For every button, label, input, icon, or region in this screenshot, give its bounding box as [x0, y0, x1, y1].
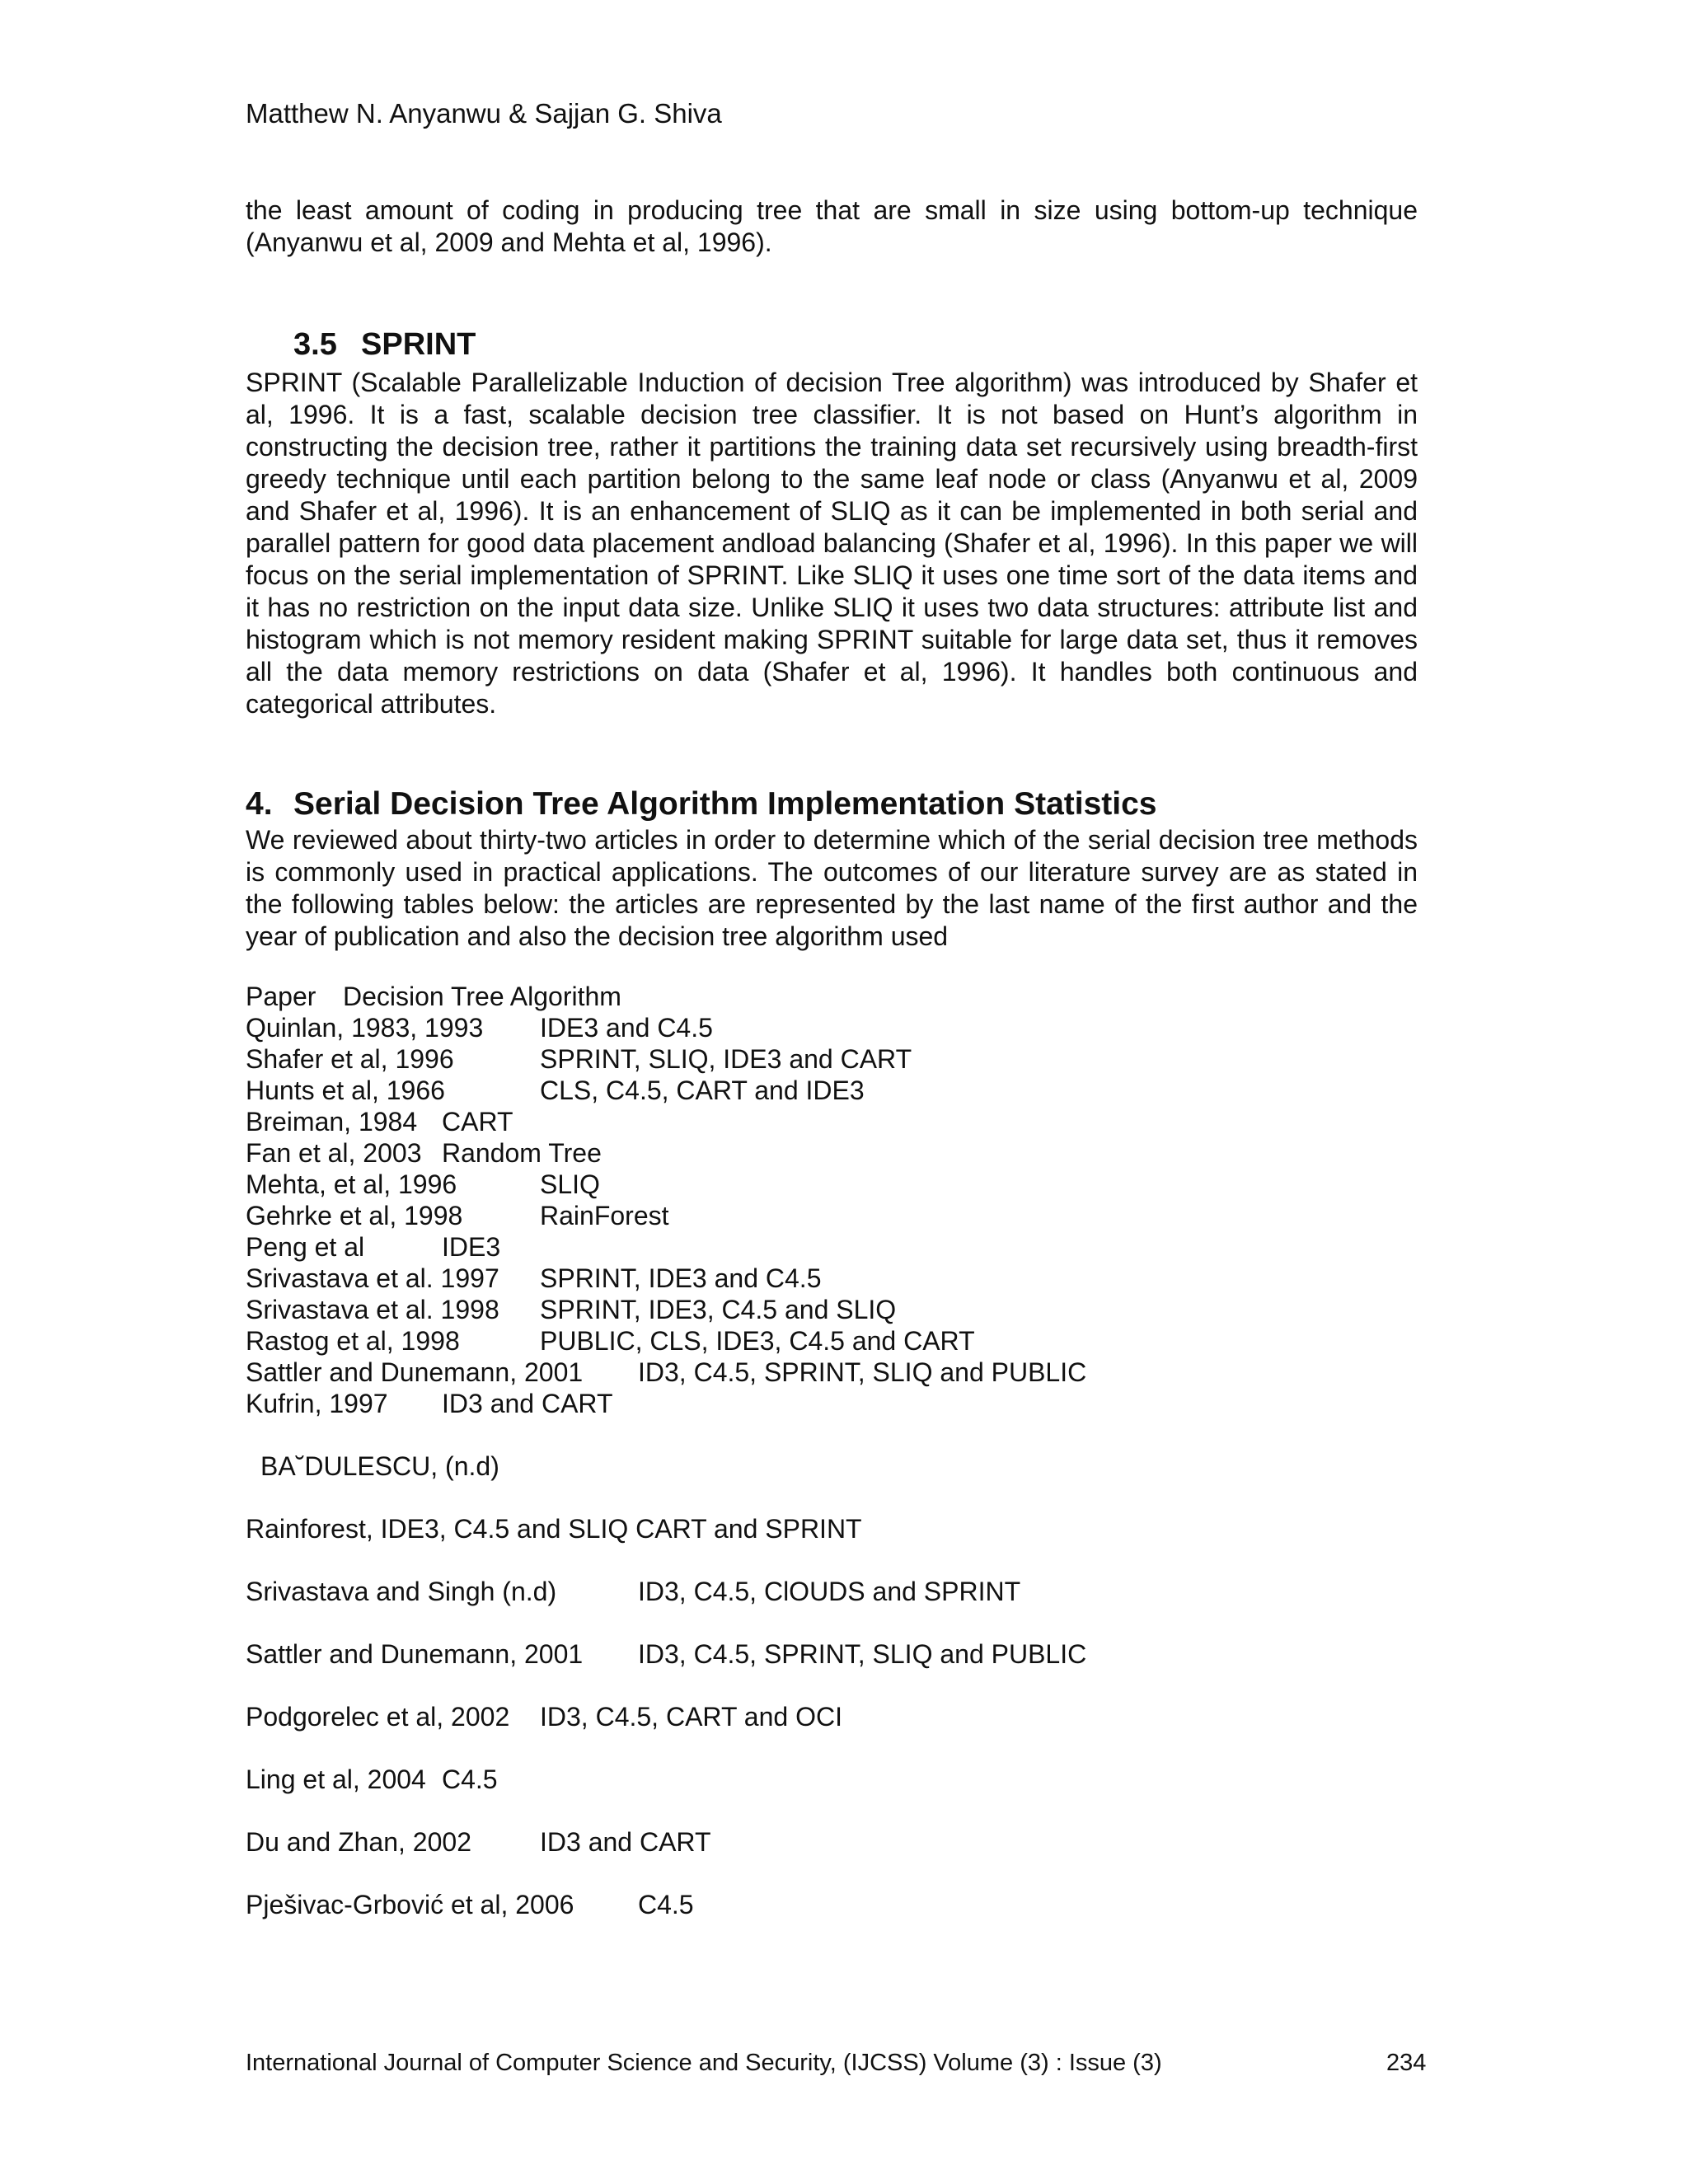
table-cell-paper: Rainforest, IDE3, C4.5 and SLIQ CART and SPRINT — [246, 1514, 862, 1544]
table-cell-paper: Kufrin, 1997 — [246, 1389, 388, 1418]
table-cell-paper: Srivastava and Singh (n.d) — [246, 1577, 557, 1606]
table-cell-algorithm: IDE3 — [442, 1232, 501, 1262]
page-number: 234 — [1386, 2050, 1427, 2076]
table-cell-paper: Du and Zhan, 2002 — [246, 1827, 471, 1857]
table-cell-algorithm: ID3 and CART — [442, 1389, 613, 1418]
section-3-5-number: 3.5 — [293, 327, 337, 362]
section-3-5-body: SPRINT (Scalable Parallelizable Induction of decision Tree algorithm) was introduced by Shafer et al, 1996. It is a fast, scalable decision tree classifier. It is not based on Hunt’s algorithm in constructing the decision tree, rather it partitions the training data set recursively using breadth-first greedy technique until each partition belong to the same leaf node or class (Anyanwu et al, 2009 and Shafer et al, 1996). It is an enhancement of SLIQ as it can be implemented in both serial and parallel pattern for good data placement andload balancing (Shafer et al, 1996). In this paper we will focus on the serial implementation of SPRINT. Like SLIQ it uses one time sort of the data items and it has no restriction on the input data size. Unlike SLIQ it uses two data structures: attribute list and histogram which is not memory resident making SPRINT suitable for large data set, thus it removes all the data memory restrictions on data (Shafer et al, 1996). It handles both continuous and categorical attributes. — [246, 368, 1418, 719]
running-head: Matthew N. Anyanwu & Sajjan G. Shiva — [246, 98, 722, 129]
section-4-number: 4. — [246, 786, 273, 822]
table-cell-paper: Srivastava et al. 1998 — [246, 1295, 499, 1324]
intro-paragraph: the least amount of coding in producing tree that are small in size using bottom-up technique (Anyanwu et al, 2009 and Mehta et al, 1996). — [246, 195, 1418, 257]
table-cell-paper: Hunts et al, 1966 — [246, 1076, 445, 1105]
table-cell-algorithm: CART — [442, 1107, 513, 1137]
table-cell-paper: Srivastava et al. 1997 — [246, 1263, 499, 1293]
section-4-body: We reviewed about thirty-two articles in order to determine which of the serial decision tree methods is commonly used in practical applications. The outcomes of our literature survey are as stated in the following tables below: the articles are represented by the last name of the first author and the year of publication and also the decision tree algorithm used — [246, 825, 1418, 951]
table-cell-paper: BA˘DULESCU, (n.d) — [260, 1451, 499, 1481]
table-cell-algorithm: C4.5 — [442, 1765, 498, 1794]
section-3-5-heading — [293, 326, 476, 363]
table-cell-paper: Sattler and Dunemann, 2001 — [246, 1639, 584, 1669]
table-cell-paper: Mehta, et al, 1996 — [246, 1169, 457, 1199]
table-cell-algorithm: Random Tree — [442, 1138, 602, 1168]
table-cell-paper: Shafer et al, 1996 — [246, 1044, 454, 1074]
table-cell-paper: Sattler and Dunemann, 2001 — [246, 1357, 584, 1387]
section-3-5-title: SPRINT — [361, 327, 476, 362]
section-4-title: Serial Decision Tree Algorithm Implementation Statistics — [293, 786, 1157, 822]
journal-footer: International Journal of Computer Science and Security, (IJCSS) Volume (3) : Issue (3) — [246, 2050, 1162, 2076]
table-cell-paper: Podgorelec et al, 2002 — [246, 1702, 510, 1732]
table-cell-paper: Quinlan, 1983, 1993 — [246, 1013, 484, 1043]
table-cell-paper: Ling et al, 2004 — [246, 1765, 426, 1794]
table-cell-paper: Gehrke et al, 1998 — [246, 1201, 463, 1230]
table-header-algorithm: Decision Tree Algorithm — [343, 982, 621, 1011]
table-cell-algorithm: PUBLIC, CLS, IDE3, C4.5 and CART — [540, 1326, 975, 1356]
table-cell-algorithm: C4.5 — [638, 1890, 694, 1919]
table-cell-algorithm: ID3, C4.5, SPRINT, SLIQ and PUBLIC — [638, 1639, 1087, 1669]
table-cell-algorithm: CLS, C4.5, CART and IDE3 — [540, 1076, 865, 1105]
table-cell-algorithm: ID3 and CART — [540, 1827, 711, 1857]
table-cell-algorithm: IDE3 and C4.5 — [540, 1013, 713, 1043]
table-cell-paper: Rastog et al, 1998 — [246, 1326, 460, 1356]
table-cell-paper: Breiman, 1984 — [246, 1107, 418, 1137]
table-cell-paper: Peng et al — [246, 1232, 365, 1262]
table-cell-algorithm: SPRINT, IDE3, C4.5 and SLIQ — [540, 1295, 897, 1324]
section-4-heading — [246, 785, 1157, 823]
table-cell-algorithm: RainForest — [540, 1201, 669, 1230]
table-cell-paper: Fan et al, 2003 — [246, 1138, 422, 1168]
table-cell-algorithm: ID3, C4.5, CART and OCI — [540, 1702, 842, 1732]
table-cell-algorithm: ID3, C4.5, ClOUDS and SPRINT — [638, 1577, 1021, 1606]
table-cell-algorithm: ID3, C4.5, SPRINT, SLIQ and PUBLIC — [638, 1357, 1087, 1387]
table-cell-algorithm: SLIQ — [540, 1169, 600, 1199]
table-header-paper: Paper — [246, 982, 316, 1011]
table-cell-algorithm: SPRINT, SLIQ, IDE3 and CART — [540, 1044, 912, 1074]
table-cell-algorithm: SPRINT, IDE3 and C4.5 — [540, 1263, 822, 1293]
table-cell-paper: Pješivac-Grbović et al, 2006 — [246, 1890, 574, 1919]
